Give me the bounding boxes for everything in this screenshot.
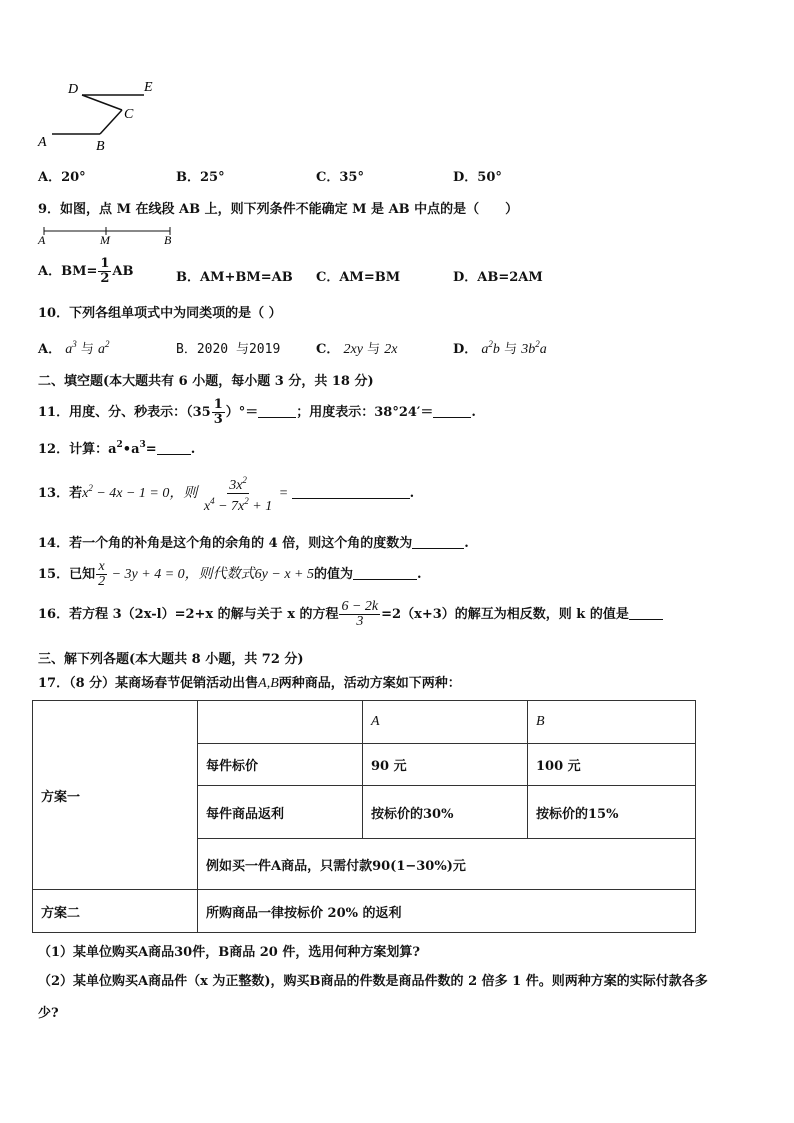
q10-option-a: A． $a^3$ 与 $a^2$ bbox=[38, 339, 110, 357]
label-c: C bbox=[124, 107, 134, 122]
q12-pre: 12．计算：a bbox=[38, 442, 117, 457]
option-c-label: C． bbox=[316, 342, 340, 357]
q9-question: 9．如图，点 M 在线段 AB 上，则下列条件不能确定 M 是 AB 中点的是（ ） bbox=[38, 202, 519, 217]
q13-condition: − 4x − 1 = 0，则 bbox=[92, 486, 201, 501]
section-3-heading: 三、解下列各题(本大题共 8 小题，共 72 分) bbox=[38, 652, 304, 667]
q9-option-a-post: AB bbox=[112, 264, 134, 279]
q17-intro bbox=[38, 672, 461, 692]
fraction-denominator: $x^4 - 7x^2 + 1$ bbox=[203, 496, 273, 514]
plan-table bbox=[32, 700, 696, 933]
label-a: A bbox=[38, 233, 46, 247]
column-a-label: A bbox=[371, 714, 380, 729]
rebate-b-cell: 按标价的15% bbox=[528, 786, 696, 839]
fraction-6-minus-2k bbox=[339, 600, 380, 629]
q17-intro-pre: 17．（8 分）某商场春节促销活动出售 bbox=[38, 676, 259, 691]
q16-pre: 16．若方程 3（2x-l）=2+x 的解与关于 x 的方程 bbox=[38, 607, 339, 622]
plan1-label: 方案一 bbox=[41, 789, 81, 805]
q9-option-b: B．AM+BM=AB bbox=[176, 270, 293, 285]
q8-option-b: B．25° bbox=[176, 170, 225, 185]
header-b-cell bbox=[528, 701, 696, 744]
q16-question bbox=[38, 600, 663, 629]
q8-option-c: C．35° bbox=[316, 170, 364, 185]
fraction-denominator: 2 bbox=[98, 574, 106, 589]
fraction-one-third bbox=[212, 398, 225, 427]
q9-option-a-pre: A．BM= bbox=[38, 264, 98, 279]
q11-pre: 11．用度、分、秒表示：（35 bbox=[38, 405, 211, 420]
q17-intro-post: 两种商品，活动方案如下两种： bbox=[278, 676, 461, 691]
q11-mid: ）°＝ bbox=[225, 405, 259, 420]
q16-post: =2（x+3）的解互为相反数，则 k 的值是 bbox=[381, 607, 629, 622]
price-a-cell: 90 元 bbox=[363, 744, 528, 786]
q11-question bbox=[38, 398, 476, 427]
header-empty-cell bbox=[198, 701, 363, 744]
plan2-text: 所购商品一律按标价 20% 的返利 bbox=[198, 890, 696, 933]
fraction-numerator: 1 bbox=[213, 397, 223, 412]
header-a-cell bbox=[363, 701, 528, 744]
answer-blank[interactable] bbox=[433, 405, 471, 418]
option-a-label: A． bbox=[38, 342, 62, 357]
column-b-label: B bbox=[536, 714, 545, 729]
q13-end: . bbox=[409, 486, 415, 501]
and-text: 与 bbox=[504, 342, 518, 357]
answer-blank[interactable] bbox=[629, 607, 663, 620]
rebate-a-cell: 按标价的30% bbox=[363, 786, 528, 839]
label-b: B bbox=[96, 139, 105, 154]
plan1-cell bbox=[33, 701, 198, 890]
q11-mid2: ；用度表示：38°24′＝ bbox=[296, 405, 434, 420]
q8-option-d: D．50° bbox=[453, 170, 502, 185]
fraction-numerator: 6 − 2k bbox=[341, 599, 379, 614]
q8-option-a: A．20° bbox=[38, 170, 86, 185]
answer-blank[interactable] bbox=[412, 536, 464, 549]
segment-figure bbox=[34, 222, 184, 248]
row-price-label: 每件标价 bbox=[198, 744, 363, 786]
label-e: E bbox=[144, 80, 153, 95]
label-a: A bbox=[38, 135, 47, 150]
q10-option-c: C． 2xy 与 2x bbox=[316, 342, 398, 357]
q12-question: 12．计算：$a^2•a^3=$ . bbox=[38, 440, 196, 457]
q14-text: 14．若一个角的补角是这个角的余角的 4 倍，则这个角的度数为 bbox=[38, 536, 413, 551]
q15-end: . bbox=[417, 567, 422, 582]
example-cell: 例如买一件A商品，只需付款90(1−30%)元 bbox=[198, 839, 696, 890]
angle-figure bbox=[34, 76, 174, 154]
option-d-label: D． bbox=[453, 342, 478, 357]
q15-pre: 15．已知 bbox=[38, 567, 96, 582]
q10-question: 10．下列各组单项式中为同类项的是（ ） bbox=[38, 306, 282, 321]
answer-blank[interactable] bbox=[292, 486, 410, 499]
q13-pre: 13．若 bbox=[38, 486, 83, 501]
q17-intro-ab: A,B bbox=[258, 676, 279, 691]
segment-dc bbox=[82, 95, 122, 110]
answer-blank[interactable] bbox=[353, 567, 417, 580]
fraction-x-over-2 bbox=[96, 560, 107, 589]
q13-equals: = bbox=[275, 486, 292, 501]
fraction-denominator: 3 bbox=[356, 614, 364, 629]
q17-sub2-line1: （2）某单位购买A商品件（x 为正整数)，购买B商品的件数是商品件数的 2 倍多 1 件。则两种方案的实际付款各多 bbox=[38, 974, 708, 989]
q10-option-b: B．2020 与2019 bbox=[176, 342, 281, 357]
q12-post: = bbox=[145, 442, 157, 457]
q9-option-c: C．AM=BM bbox=[316, 270, 401, 285]
q10-option-d: D． $a^2b$ 与 $3b^2a$ bbox=[453, 339, 547, 357]
fraction-denominator: 2 bbox=[100, 271, 110, 286]
section-2-heading: 二、填空题(本大题共有 6 小题，每小题 3 分，共 18 分) bbox=[38, 374, 374, 389]
fraction-numerator: $3x^2$ bbox=[229, 475, 247, 493]
q9-option-d: D．AB=2AM bbox=[453, 270, 543, 285]
row-rebate-label: 每件商品返利 bbox=[198, 786, 363, 839]
fraction-numerator: 1 bbox=[100, 256, 110, 271]
q12-end: . bbox=[190, 442, 196, 457]
q9-option-a bbox=[38, 257, 133, 286]
and-text: 与 bbox=[367, 342, 381, 357]
fraction-one-half bbox=[98, 257, 111, 286]
q13-question: 13．若$x^2 - 4x - 1 = 0$，则 $\frac{3x^2}{x^4 - 7x^2 + 1}$ = . bbox=[38, 475, 415, 514]
q11-end: . bbox=[471, 405, 476, 420]
plan2-label: 方案二 bbox=[33, 890, 198, 933]
q15-question bbox=[38, 560, 422, 589]
and-text: 与 bbox=[80, 342, 94, 357]
price-b-cell: 100 元 bbox=[528, 744, 696, 786]
answer-blank[interactable] bbox=[157, 442, 191, 455]
fraction-numerator: x bbox=[98, 559, 105, 574]
segment-cb bbox=[100, 110, 122, 134]
q17-sub2-line2: 少? bbox=[38, 1006, 59, 1021]
q15-mid: − 3y + 4 = 0，则代数式 bbox=[108, 567, 255, 582]
label-d: D bbox=[68, 82, 79, 97]
q15-post: 的值为 bbox=[313, 567, 353, 582]
fraction-denominator: 3 bbox=[213, 412, 223, 427]
q15-expression: 6y − x + 5 bbox=[254, 567, 314, 582]
answer-blank[interactable] bbox=[258, 405, 296, 418]
label-m: M bbox=[100, 233, 110, 247]
label-b: B bbox=[164, 233, 172, 247]
q17-sub1: （1）某单位购买A商品30件，B商品 20 件，选用何种方案划算? bbox=[38, 945, 420, 960]
q14-end: . bbox=[464, 536, 469, 551]
fraction-expression bbox=[202, 473, 274, 514]
q12-mid: •a bbox=[122, 442, 140, 457]
q14-question bbox=[38, 532, 469, 551]
